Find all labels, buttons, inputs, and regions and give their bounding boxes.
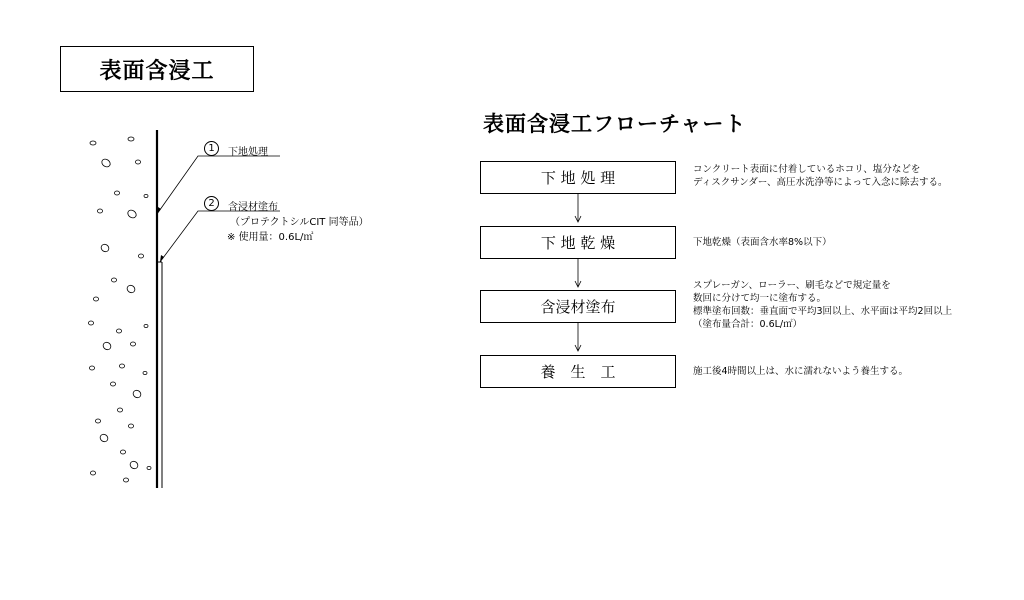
callout-label-1: 下地処理: [228, 147, 268, 158]
flow-step-3: 含浸材塗布: [480, 290, 676, 323]
flow-step-2: 下 地 乾 燥: [480, 226, 676, 259]
callout-note-product: （プロテクトシルCIT 同等品）: [230, 217, 369, 228]
flow-step-1-description: コンクリート表面に付着しているホコリ、塩分などを ディスクサンダー、高圧水洗浄等によって入念に除去する。: [693, 164, 948, 188]
callout-note-usage: ※ 使用量：0.6L/㎡: [227, 232, 314, 243]
section-title: 表面含浸工: [60, 46, 254, 92]
flow-step-4: 養 生 工: [480, 355, 676, 388]
callout-number-1: 1: [204, 141, 219, 156]
callout-label-2: 含浸材塗布: [228, 202, 278, 213]
flow-step-4-description: 施工後4時間以上は、水に濡れないよう養生する。: [693, 366, 909, 377]
flow-arrows: [575, 194, 581, 351]
aggregate-pattern: [89, 137, 152, 482]
flow-step-3-description: スプレーガン、ローラー、刷毛などで規定量を 数回に分けて均一に塗布する。 標準塗布回数：垂直面で平均3回以上、水平面は平均2回以上 （塗布量合計：0.6L/㎡）: [693, 280, 953, 330]
callout-number-2: 2: [204, 196, 219, 211]
flow-step-1: 下 地 処 理: [480, 161, 676, 194]
flow-step-2-description: 下地乾燥（表面含水率8%以下）: [693, 237, 832, 248]
flowchart-title: 表面含浸工フローチャート: [483, 112, 747, 136]
